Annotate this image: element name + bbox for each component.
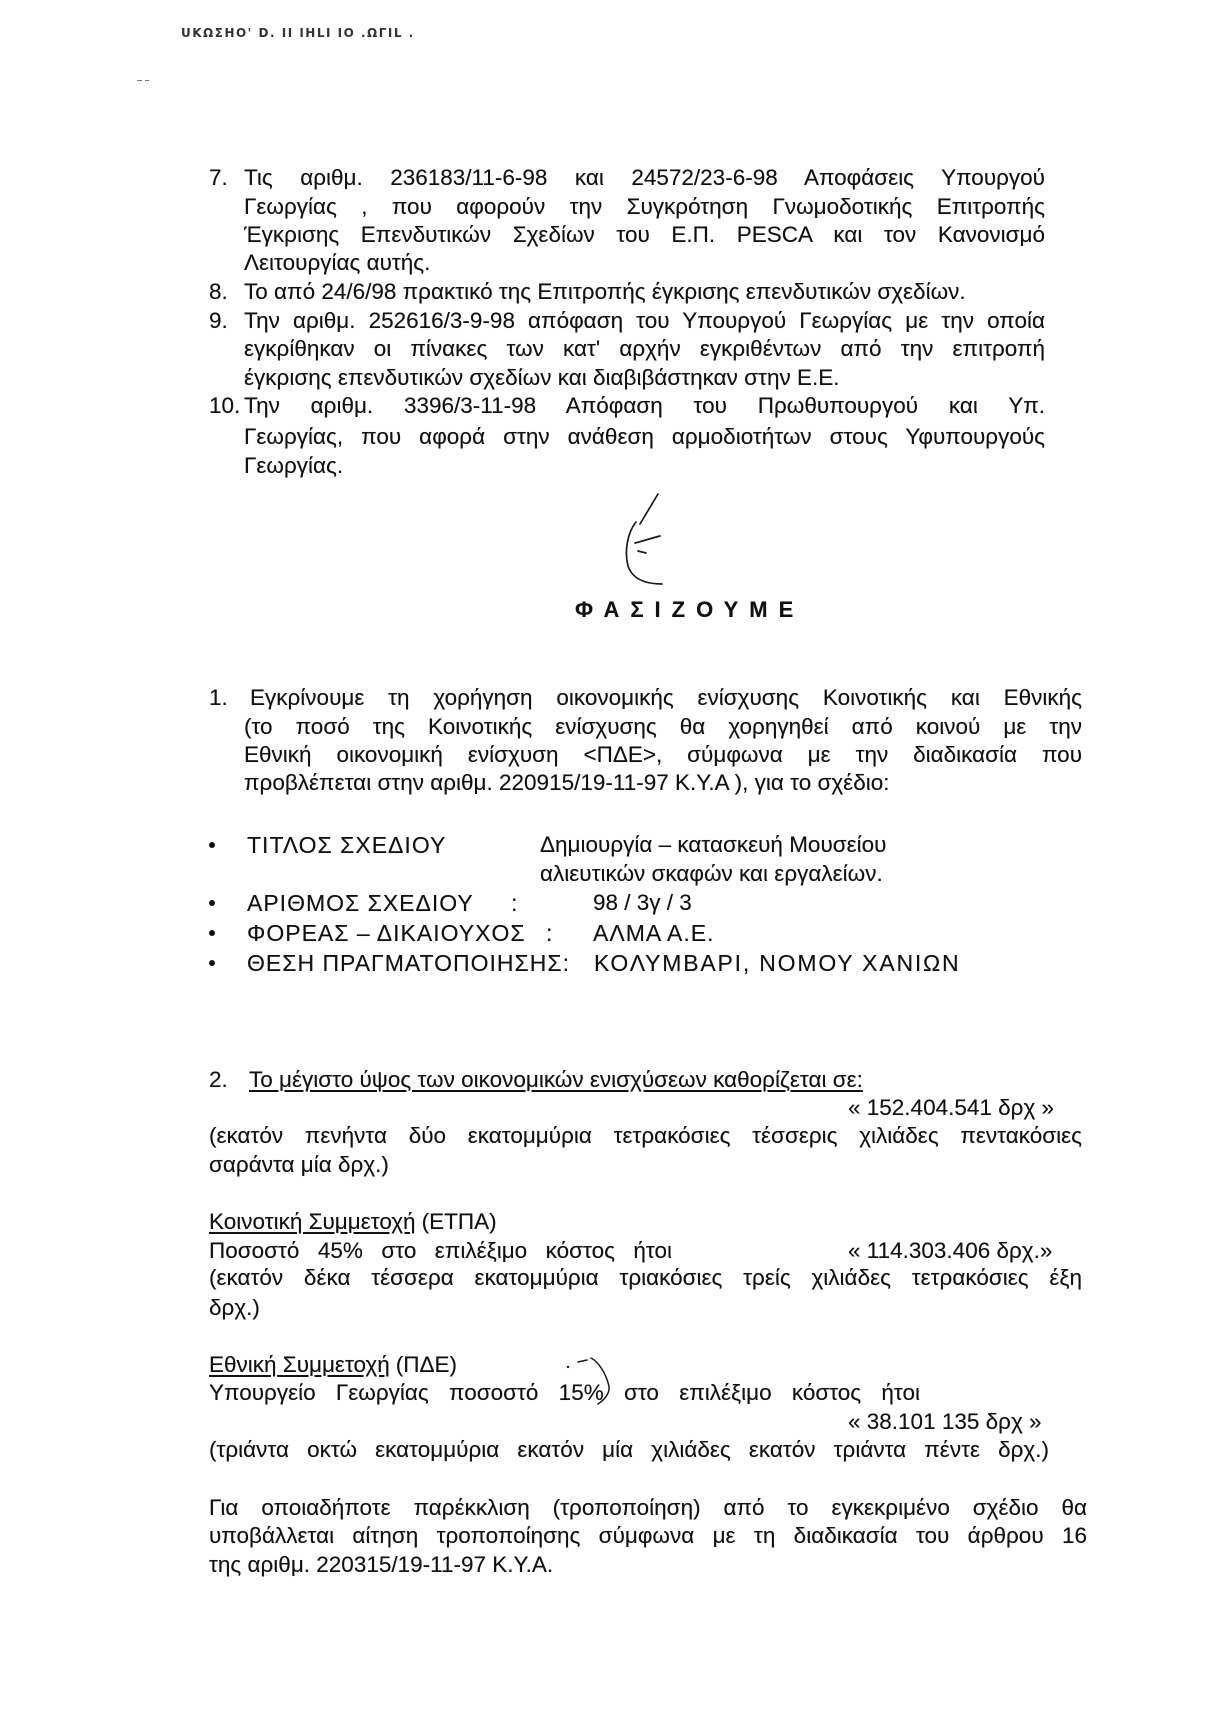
- list-bullet: [209, 900, 215, 906]
- community-share-heading: Κοινοτική Συμμετοχή: [209, 1209, 416, 1234]
- max-aid-heading: Το μέγιστο ύψος των οικονομικών ενισχύσεων καθορίζεται σε:: [249, 1067, 863, 1092]
- community-share-heading-row: [209, 1208, 497, 1236]
- list-bullet: [209, 960, 215, 966]
- scan-speck: [137, 80, 142, 81]
- clause-7-line: Γεωργίας , που αφορούν την Συγκρότηση Γνωμοδοτικής Επιτροπής: [244, 194, 1045, 219]
- community-share-rate: Ποσοστό 45% στο επιλέξιμο κόστος ήτοι: [209, 1238, 672, 1263]
- approval-number: 1.: [209, 685, 228, 710]
- clause-10-line: Γεωργίας.: [244, 453, 344, 478]
- clause-number-10: 10.: [209, 393, 241, 418]
- location-label-row: [247, 949, 570, 977]
- approval-line: Εγκρίνουμε τη χορήγηση οικονομικής ενίσχυσης Κοινοτικής και Εθνικής: [250, 685, 1082, 710]
- clause-9-line: Την αριθμ. 252616/3-9-98 απόφαση του Υπουργού Γεωργίας με την οποία: [244, 308, 1045, 333]
- max-aid-amount: « 152.404.541 δρχ »: [848, 1095, 1055, 1120]
- label-separator: :: [511, 890, 519, 916]
- clause-10-line: Την αριθμ. 3396/3-11-98 Απόφαση του Πρωθυπουργού και Υπ.: [244, 393, 1045, 418]
- label-separator: :: [546, 920, 554, 946]
- clause-9-line: έγκρισης επενδυτικών σχεδίων και διαβιβάστηκαν στην Ε.Ε.: [244, 365, 840, 390]
- closing-line: Για οποιαδήποτε παρέκκλιση (τροποποίηση) από το εγκεκριμένο σχέδιο θα: [209, 1495, 1087, 1520]
- project-number-label: ΑΡΙΘΜΟΣ ΣΧΕΔΙΟΥ: [247, 890, 474, 916]
- clause-7-line: Τις αριθμ. 236183/11-6-98 και 24572/23-6-98 Αποφάσεις Υπουργού: [244, 165, 1045, 190]
- beneficiary-label: ΦΟΡΕΑΣ – ΔΙΚΑΙΟΥΧΟΣ: [247, 920, 526, 946]
- community-share-words: δρχ.): [209, 1295, 260, 1320]
- max-aid-words: σαράντα μία δρχ.): [209, 1152, 389, 1177]
- project-title-value: Δημιουργία – κατασκευή Μουσείου: [540, 832, 887, 857]
- project-title-value: αλιευτικών σκαφών και εργαλείων.: [540, 861, 883, 886]
- list-bullet: [209, 842, 215, 848]
- community-share-fund: (ΕΤΠΑ): [421, 1209, 497, 1234]
- closing-line: της αριθμ. 220315/19-11-97 Κ.Υ.Α.: [209, 1552, 554, 1577]
- clause-10-line: Γεωργίας, που αφορά στην ανάθεση αρμοδιοτήτων στους Υφυπουργούς: [244, 424, 1045, 449]
- label-separator: :: [562, 950, 570, 976]
- header-stamp: UKΩΣHO' D. II IHLI IO .ΩΓIL .: [181, 26, 415, 40]
- approval-line: Εθνική οικονομική ενίσχυση <ΠΔΕ>, σύμφωνα με την διαδικασία που: [244, 742, 1082, 767]
- approval-line: προβλέπεται στην αριθμ. 220915/19-11-97 Κ.Υ.Α ), για το σχέδιο:: [244, 770, 890, 795]
- national-share-rate: Υπουργείο Γεωργίας ποσοστό 15% στο επιλέξιμο κόστος ήτοι: [209, 1380, 920, 1405]
- national-share-heading-row: [209, 1351, 457, 1379]
- decision-heading: ΦΑΣΙΖΟΥΜΕ: [575, 597, 805, 622]
- closing-line: υποβάλλεται αίτηση τροποποίησης σύμφωνα με τη διαδικασία του άρθρου 16: [209, 1523, 1087, 1548]
- clause-8-line: Το από 24/6/98 πρακτικό της Επιτροπής έγκρισης επενδυτικών σχεδίων.: [244, 279, 966, 304]
- list-bullet: [209, 930, 215, 936]
- project-number-value: 98 / 3γ / 3: [593, 890, 692, 915]
- community-share-words: (εκατόν δέκα τέσσερα εκατομμύρια τριακόσιες τρείς χιλιάδες τετρακόσιες έξη: [209, 1265, 1082, 1290]
- national-share-heading: Εθνική Συμμετοχή: [209, 1352, 390, 1377]
- clause-9-line: εγκρίθηκαν οι πίνακες των κατ' αρχήν εγκριθέντων από την επιτροπή: [244, 336, 1045, 361]
- scan-speck: [145, 80, 149, 81]
- handwritten-initials: [626, 494, 662, 584]
- max-aid-words: (εκατόν πενήντα δύο εκατομμύρια τετρακόσιες τέσσερις χιλιάδες πεντακόσιες: [209, 1123, 1082, 1148]
- national-share-fund: (ΠΔΕ): [395, 1352, 458, 1377]
- max-aid-number: 2.: [209, 1067, 228, 1092]
- location-value: ΚΟΛΥΜΒΑΡΙ, ΝΟΜΟΥ ΧΑΝΙΩΝ: [594, 950, 961, 976]
- national-share-amount: « 38.101 135 δρχ »: [848, 1409, 1042, 1434]
- community-share-amount: « 114.303.406 δρχ.»: [848, 1238, 1053, 1263]
- clause-number-8: 8.: [209, 279, 228, 304]
- clause-7-line: Έγκρισης Επενδυτικών Σχεδίων του Ε.Π. PESCA και τον Κανονισμό: [244, 222, 1045, 247]
- project-title-label: ΤΙΤΛΟΣ ΣΧΕΔΙΟΥ: [247, 832, 447, 858]
- beneficiary-value: ΑΛΜΑ Α.Ε.: [593, 920, 715, 946]
- clause-number-7: 7.: [209, 165, 228, 190]
- national-share-words: (τριάντα οκτώ εκατομμύρια εκατόν μία χιλιάδες εκατόν τριάντα πέντε δρχ.): [209, 1437, 1049, 1462]
- location-label: ΘΕΣΗ ΠΡΑΓΜΑΤΟΠΟΙΗΣΗΣ: [247, 950, 563, 976]
- clause-7-line: Λειτουργίας αυτής.: [244, 250, 431, 275]
- clause-number-9: 9.: [209, 308, 228, 333]
- approval-line: (το ποσό της Κοινοτικής ενίσχυσης θα χορηγηθεί από κοινού με την: [244, 714, 1082, 739]
